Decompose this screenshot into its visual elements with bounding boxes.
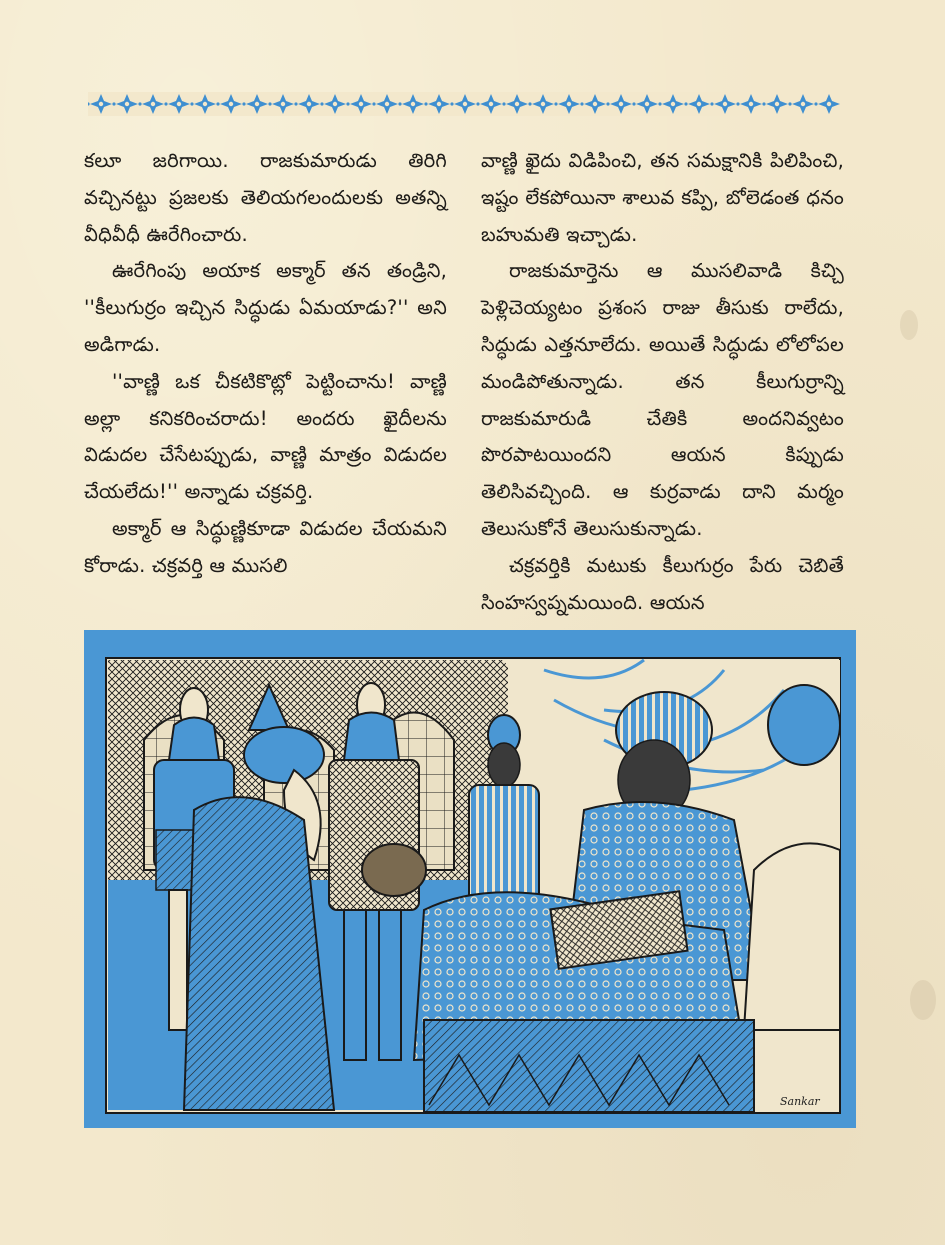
paper-stain	[900, 310, 918, 340]
artist-signature: Sankar	[780, 1095, 820, 1108]
paragraph: వాణ్ణి ఖైదు విడిపించి, తన సమక్షానికి పిలిపించి, ఇష్టం లేకపోయినా శాలువ కప్పి, బోలెడంత ధనం బహుమతి ఇచ్చాడు.	[481, 149, 844, 246]
paragraph: ఊరేగింపు అయాక అక్మార్ తన తండ్రిని, ''కీలుగుర్రం ఇచ్చిన సిద్ధుడు ఏమయాడు?'' అని అడిగాడు.	[84, 259, 447, 356]
right-text-column	[481, 143, 844, 621]
paragraph: రాజకుమార్తెను ఆ ముసలివాడి కిచ్చి పెళ్లిచెయ్యటం ప్రశంస రాజు తీసుకు రాలేదు, సిద్ధుడు ఎత్తనూలేదు. అయితే సిద్ధుడు లోలోపల మండిపోతున్నాడు. తన కీలుగుర్రాన్ని రాజకుమారుడి చేతికి అందనివ్వటం పొరపాటయిందని ఆయన కిప్పుడు తెలిసివచ్చింది. ఆ కుర్రవాడు దాని మర్మం తెలుసుకోనే తెలుసుకున్నాడు.	[481, 259, 844, 540]
ornamental-border	[88, 92, 840, 116]
paragraph: కలూ జరిగాయి. రాజకుమారుడు తిరిగి వచ్చినట్టు ప్రజలకు తెలియగలందులకు అతన్ని వీధివీధీ ఊరేగించారు.	[84, 149, 447, 246]
left-text-column	[84, 143, 447, 585]
paragraph: అక్మార్ ఆ సిద్ధుణ్ణికూడా విడుదల చేయమని కోరాడు. చక్రవర్తి ఆ ముసలి	[84, 516, 447, 577]
paper-stain	[910, 980, 936, 1020]
paragraph: ''వాణ్ణి ఒక చీకటికొట్లో పెట్టించాను! వాణ్ణి అల్లా కనికరించరాదు! అందరు ఖైదీలను విడుదల చేసేటప్పుడు, వాణ్ణి మాత్రం విడుదల చేయలేదు!'' అన్నాడు చక్రవర్తి.	[84, 369, 447, 504]
paragraph: చక్రవర్తికి మటుకు కీలుగుర్రం పేరు చెబితే సింహస్వప్నమయింది. ఆయన	[481, 553, 844, 614]
story-illustration	[84, 630, 856, 1128]
